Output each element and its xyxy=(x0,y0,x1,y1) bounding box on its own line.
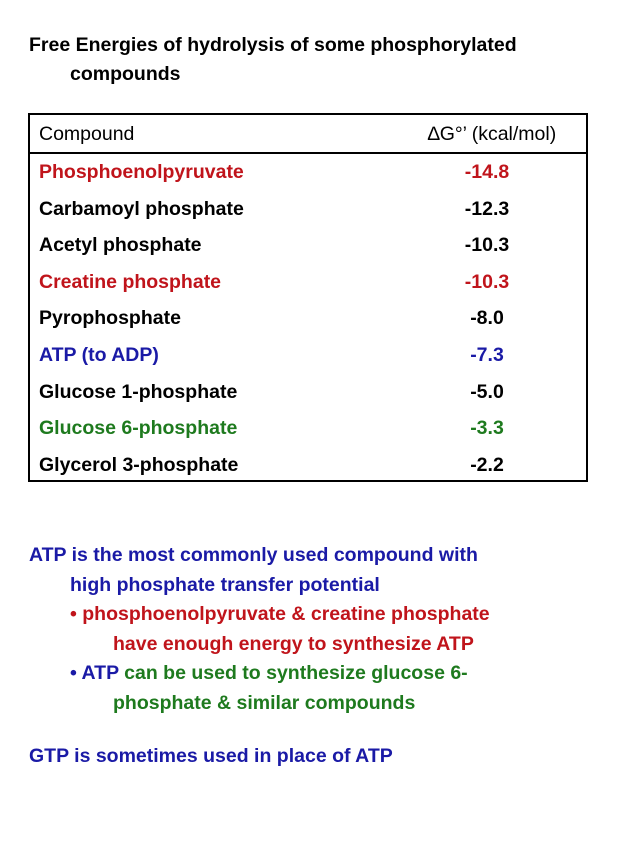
hydrolysis-table xyxy=(28,113,588,482)
gtp-line: GTP is sometimes used in place of ATP xyxy=(29,745,393,767)
bullet-2-line-2: phosphate & similar compounds xyxy=(113,691,416,714)
title-line-2: compounds xyxy=(70,63,181,85)
bullet-1-line-2: have enough energy to synthesize ATP xyxy=(113,632,474,655)
cell-delta-g: -7.3 xyxy=(470,344,504,366)
bullet-2-line-1 xyxy=(29,659,490,689)
atp-line-1: ATP is the most commonly used compound with xyxy=(29,544,478,566)
bullet-1-line-1: • phosphoenolpyruvate & creatine phosphate xyxy=(70,603,490,625)
cell-delta-g: -10.3 xyxy=(464,234,510,257)
table-row xyxy=(30,154,586,191)
table-header xyxy=(30,115,586,154)
cell-compound: ATP (to ADP) xyxy=(39,344,159,366)
cell-delta-g: -10.3 xyxy=(464,270,510,293)
header-delta-g: ∆G°’ (kcal/mol) xyxy=(427,123,557,145)
cell-delta-g: -5.0 xyxy=(470,380,504,403)
cell-compound: Glucose 6-phosphate xyxy=(39,417,238,440)
header-compound: Compound xyxy=(39,123,135,145)
atp-line-2: high phosphate transfer potential xyxy=(70,573,380,596)
cell-delta-g: -3.3 xyxy=(470,417,504,440)
cell-delta-g: -12.3 xyxy=(464,197,510,220)
table-row xyxy=(30,300,586,337)
table-row xyxy=(30,447,586,484)
table-row xyxy=(30,410,586,447)
cell-compound: Pyrophosphate xyxy=(39,307,181,330)
table-row xyxy=(30,337,586,374)
cell-compound: Creatine phosphate xyxy=(39,270,222,293)
title-line-1: Free Energies of hydrolysis of some phosphorylated xyxy=(29,34,517,56)
table-row xyxy=(30,264,586,301)
cell-delta-g: -2.2 xyxy=(470,453,504,476)
page-title xyxy=(29,31,517,89)
cell-compound: Glucose 1-phosphate xyxy=(39,380,238,403)
cell-compound: Phosphoenolpyruvate xyxy=(39,161,244,183)
cell-compound: Glycerol 3-phosphate xyxy=(39,453,239,476)
table-row xyxy=(30,374,586,411)
cell-compound: Acetyl phosphate xyxy=(39,234,202,257)
cell-delta-g: -8.0 xyxy=(470,307,504,330)
table-row xyxy=(30,191,586,228)
cell-delta-g: -14.8 xyxy=(464,161,510,183)
cell-compound: Carbamoyl phosphate xyxy=(39,197,244,220)
table-row xyxy=(30,227,586,264)
atp-paragraph xyxy=(29,541,490,718)
bullet-2-rest: can be used to synthesize glucose 6- xyxy=(118,662,468,684)
bullet-2-atp-part: • ATP xyxy=(70,662,119,684)
